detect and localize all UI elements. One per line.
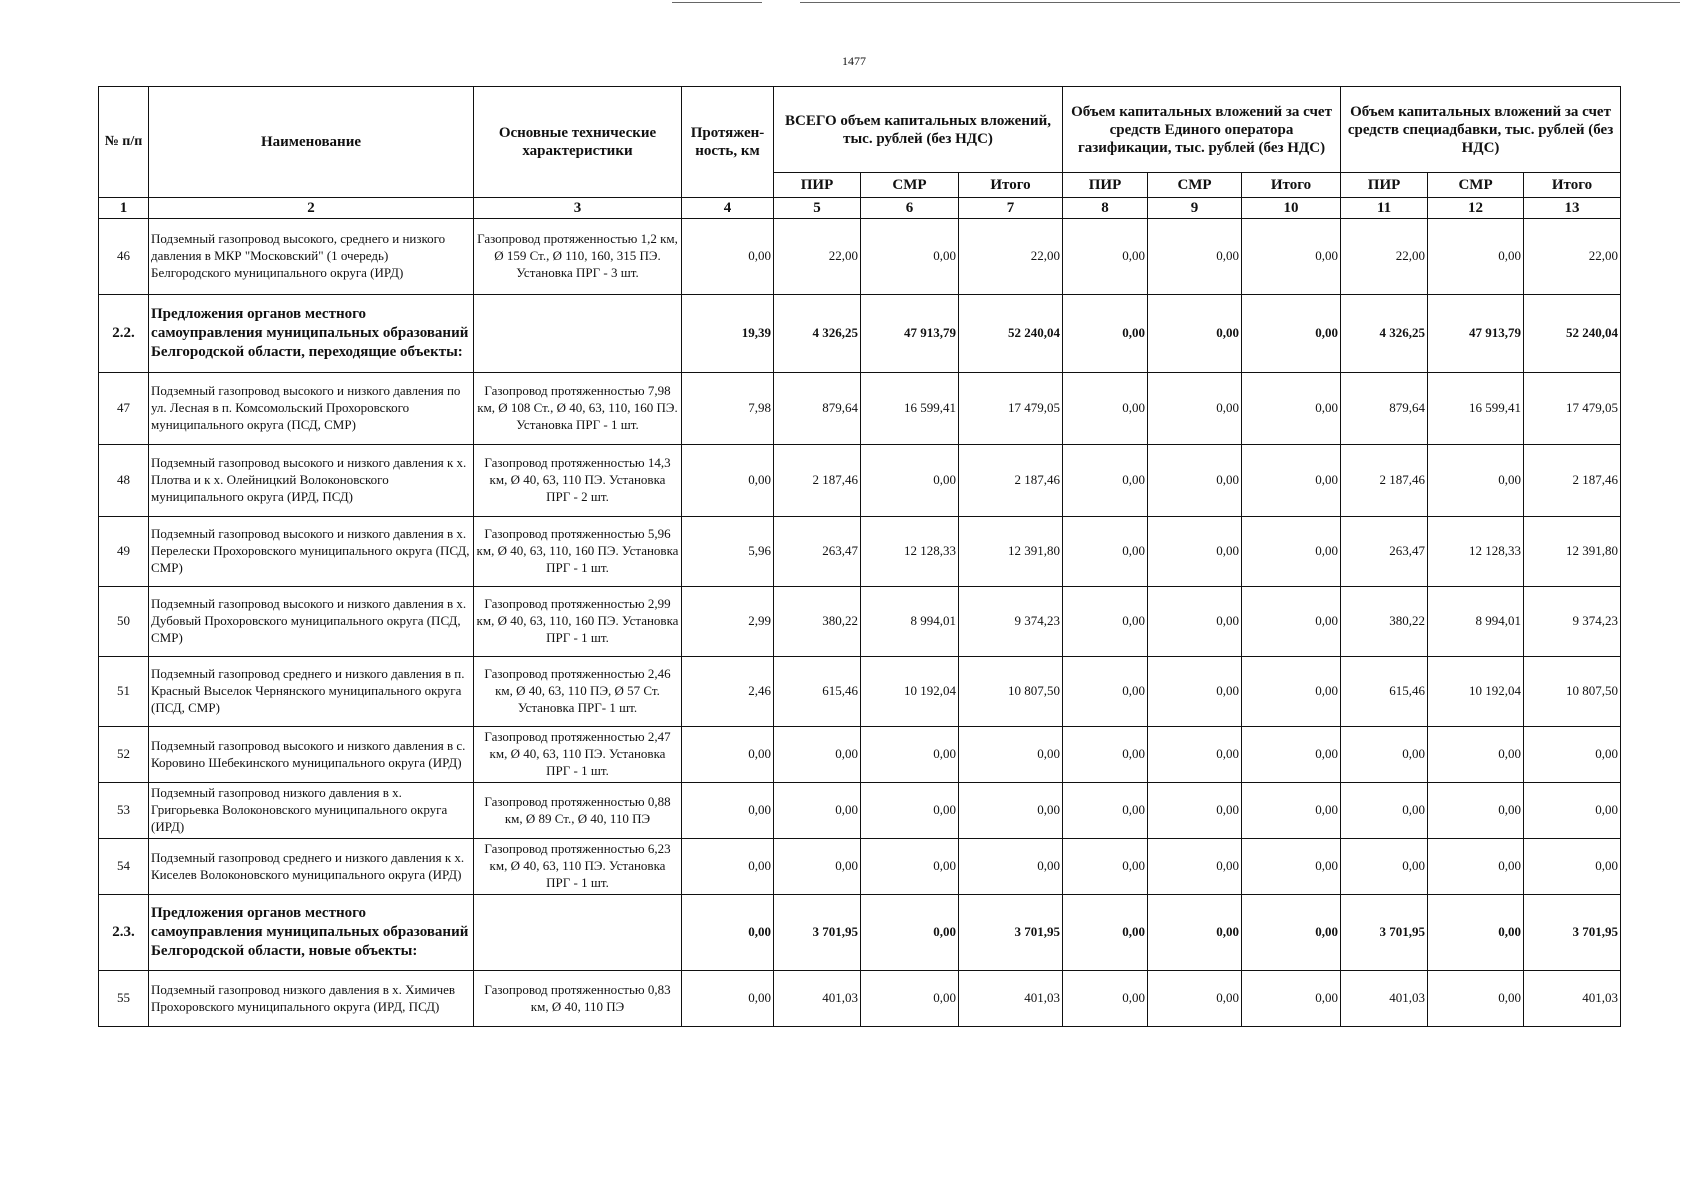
column-number: 12	[1428, 198, 1524, 219]
row-value-cell: 0,00	[959, 783, 1063, 839]
column-number: 11	[1341, 198, 1428, 219]
row-tech-cell: Газопровод протяженностью 7,98 км, Ø 108 Ст., Ø 40, 63, 110, 160 ПЭ. Установка ПРГ - 1 шт.	[474, 373, 682, 445]
row-value-cell: 47 913,79	[861, 295, 959, 373]
header-total-group: ВСЕГО объем капитальных вложений, тыс. рублей (без НДС)	[774, 87, 1063, 173]
header-operator-group: Объем капитальных вложений за счет средств Единого оператора газификации, тыс. рублей (без НДС)	[1063, 87, 1341, 173]
subheader-pir: ПИР	[774, 173, 861, 198]
row-tech-cell: Газопровод протяженностью 2,99 км, Ø 40, 63, 110, 160 ПЭ. Установка ПРГ - 1 шт.	[474, 587, 682, 657]
row-value-cell: 3 701,95	[959, 895, 1063, 971]
row-value-cell: 0,00	[1341, 727, 1428, 783]
row-number-cell: 52	[99, 727, 149, 783]
row-value-cell: 5,96	[682, 517, 774, 587]
row-value-cell: 0,00	[1063, 727, 1148, 783]
row-value-cell: 0,00	[1428, 219, 1524, 295]
row-value-cell: 0,00	[1148, 971, 1242, 1027]
row-value-cell: 0,00	[1428, 895, 1524, 971]
row-name-cell: Подземный газопровод среднего и низкого давления в п. Красный Выселок Чернянского муниципального округа (ПСД, СМР)	[149, 657, 474, 727]
row-number-cell: 54	[99, 839, 149, 895]
table-row	[99, 219, 1621, 295]
subheader-total: Итого	[1524, 173, 1621, 198]
row-value-cell: 380,22	[1341, 587, 1428, 657]
row-number-cell: 2.3.	[99, 895, 149, 971]
row-value-cell: 0,00	[1148, 839, 1242, 895]
row-value-cell: 0,00	[1148, 657, 1242, 727]
row-value-cell: 0,00	[1242, 219, 1341, 295]
row-value-cell: 16 599,41	[861, 373, 959, 445]
row-value-cell: 0,00	[861, 895, 959, 971]
row-value-cell: 0,00	[1063, 839, 1148, 895]
row-value-cell: 22,00	[1341, 219, 1428, 295]
header-length: Протяжен-ность, км	[682, 87, 774, 198]
row-value-cell: 0,00	[1242, 517, 1341, 587]
row-value-cell: 2,99	[682, 587, 774, 657]
row-value-cell: 0,00	[1428, 783, 1524, 839]
row-number-cell: 50	[99, 587, 149, 657]
row-value-cell: 7,98	[682, 373, 774, 445]
row-name-cell: Подземный газопровод высокого и низкого давления по ул. Лесная в п. Комсомольский Прохоровского муниципального округа (ПСД, СМР)	[149, 373, 474, 445]
table-row	[99, 657, 1621, 727]
row-value-cell: 0,00	[1428, 727, 1524, 783]
row-value-cell: 0,00	[1063, 373, 1148, 445]
table-row	[99, 445, 1621, 517]
row-value-cell: 0,00	[682, 895, 774, 971]
row-value-cell: 9 374,23	[1524, 587, 1621, 657]
row-value-cell: 0,00	[1148, 895, 1242, 971]
row-name-cell: Подземный газопровод высокого, среднего и низкого давления в МКР "Московский" (1 очередь) Белгородского муниципального округа (ИРД)	[149, 219, 474, 295]
row-number-cell: 48	[99, 445, 149, 517]
column-number: 9	[1148, 198, 1242, 219]
row-value-cell: 0,00	[1524, 727, 1621, 783]
column-number: 6	[861, 198, 959, 219]
row-value-cell: 0,00	[1148, 587, 1242, 657]
row-value-cell: 0,00	[1242, 373, 1341, 445]
row-value-cell: 615,46	[1341, 657, 1428, 727]
header-num: № п/п	[99, 87, 149, 198]
row-number-cell: 55	[99, 971, 149, 1027]
table-row	[99, 727, 1621, 783]
row-value-cell: 2,46	[682, 657, 774, 727]
subheader-pir: ПИР	[1063, 173, 1148, 198]
row-value-cell: 0,00	[959, 727, 1063, 783]
row-value-cell: 0,00	[1524, 839, 1621, 895]
header-row	[99, 87, 1621, 173]
row-value-cell: 0,00	[1428, 971, 1524, 1027]
row-value-cell: 0,00	[861, 783, 959, 839]
investment-table	[98, 86, 1621, 1027]
row-tech-cell	[474, 295, 682, 373]
row-name-cell: Предложения органов местного самоуправления муниципальных образований Белгородской области, переходящие объекты:	[149, 295, 474, 373]
row-value-cell: 10 807,50	[1524, 657, 1621, 727]
row-value-cell: 0,00	[861, 971, 959, 1027]
row-value-cell: 0,00	[1242, 971, 1341, 1027]
row-value-cell: 47 913,79	[1428, 295, 1524, 373]
row-value-cell: 3 701,95	[774, 895, 861, 971]
row-value-cell: 0,00	[1148, 295, 1242, 373]
row-name-cell: Подземный газопровод низкого давления в х. Григорьевка Волоконовского муниципального округа (ИРД)	[149, 783, 474, 839]
header-name: Наименование	[149, 87, 474, 198]
row-tech-cell: Газопровод протяженностью 1,2 км, Ø 159 Ст., Ø 110, 160, 315 ПЭ. Установка ПРГ - 3 шт.	[474, 219, 682, 295]
row-value-cell: 0,00	[1063, 587, 1148, 657]
row-value-cell: 0,00	[1242, 657, 1341, 727]
table-row	[99, 373, 1621, 445]
row-value-cell: 0,00	[682, 219, 774, 295]
row-value-cell: 0,00	[682, 445, 774, 517]
row-value-cell: 401,03	[1524, 971, 1621, 1027]
row-value-cell: 0,00	[1242, 295, 1341, 373]
row-name-cell: Подземный газопровод высокого и низкого давления в х. Перелески Прохоровского муниципального округа (ПСД, СМР)	[149, 517, 474, 587]
row-tech-cell: Газопровод протяженностью 0,88 км, Ø 89 Ст., Ø 40, 110 ПЭ	[474, 783, 682, 839]
row-number-cell: 53	[99, 783, 149, 839]
row-name-cell: Подземный газопровод низкого давления в х. Химичев Прохоровского муниципального округа (ИРД, ПСД)	[149, 971, 474, 1027]
row-value-cell: 0,00	[774, 839, 861, 895]
row-tech-cell: Газопровод протяженностью 6,23 км, Ø 40, 63, 110 ПЭ. Установка ПРГ - 1 шт.	[474, 839, 682, 895]
row-name-cell: Подземный газопровод высокого и низкого давления к х. Плотва и к х. Олейницкий Волоконовского муниципального округа (ИРД, ПСД)	[149, 445, 474, 517]
row-value-cell: 12 128,33	[861, 517, 959, 587]
column-number: 3	[474, 198, 682, 219]
row-value-cell: 0,00	[1341, 839, 1428, 895]
row-value-cell: 0,00	[1063, 895, 1148, 971]
row-value-cell: 401,03	[1341, 971, 1428, 1027]
column-number: 4	[682, 198, 774, 219]
row-value-cell: 401,03	[959, 971, 1063, 1027]
table-row	[99, 587, 1621, 657]
row-value-cell: 17 479,05	[959, 373, 1063, 445]
row-value-cell: 16 599,41	[1428, 373, 1524, 445]
row-value-cell: 263,47	[1341, 517, 1428, 587]
row-value-cell: 4 326,25	[1341, 295, 1428, 373]
header-tech: Основные технические характеристики	[474, 87, 682, 198]
row-value-cell: 4 326,25	[774, 295, 861, 373]
row-value-cell: 2 187,46	[774, 445, 861, 517]
row-value-cell: 0,00	[774, 727, 861, 783]
row-value-cell: 0,00	[1063, 295, 1148, 373]
row-value-cell: 0,00	[1148, 219, 1242, 295]
row-value-cell: 0,00	[861, 445, 959, 517]
column-number: 7	[959, 198, 1063, 219]
row-name-cell: Подземный газопровод высокого и низкого давления в с. Коровино Шебекинского муниципального округа (ИРД)	[149, 727, 474, 783]
row-number-cell: 46	[99, 219, 149, 295]
row-number-cell: 2.2.	[99, 295, 149, 373]
row-value-cell: 10 807,50	[959, 657, 1063, 727]
row-value-cell: 401,03	[774, 971, 861, 1027]
row-value-cell: 12 391,80	[959, 517, 1063, 587]
row-value-cell: 0,00	[1524, 783, 1621, 839]
row-tech-cell: Газопровод протяженностью 5,96 км, Ø 40, 63, 110, 160 ПЭ. Установка ПРГ - 1 шт.	[474, 517, 682, 587]
row-value-cell: 2 187,46	[1524, 445, 1621, 517]
row-tech-cell: Газопровод протяженностью 2,47 км, Ø 40, 63, 110 ПЭ. Установка ПРГ - 1 шт.	[474, 727, 682, 783]
row-value-cell: 0,00	[1242, 895, 1341, 971]
row-value-cell: 0,00	[1148, 727, 1242, 783]
row-value-cell: 22,00	[1524, 219, 1621, 295]
section-row	[99, 295, 1621, 373]
row-value-cell: 879,64	[1341, 373, 1428, 445]
column-number-row	[99, 198, 1621, 219]
subheader-total: Итого	[1242, 173, 1341, 198]
row-value-cell: 0,00	[682, 727, 774, 783]
row-value-cell: 52 240,04	[959, 295, 1063, 373]
row-value-cell: 2 187,46	[1341, 445, 1428, 517]
table-row	[99, 783, 1621, 839]
row-value-cell: 52 240,04	[1524, 295, 1621, 373]
row-value-cell: 0,00	[1242, 445, 1341, 517]
row-value-cell: 0,00	[959, 839, 1063, 895]
row-value-cell: 0,00	[1063, 219, 1148, 295]
row-value-cell: 0,00	[1063, 445, 1148, 517]
row-value-cell: 10 192,04	[861, 657, 959, 727]
row-value-cell: 0,00	[682, 783, 774, 839]
row-tech-cell: Газопровод протяженностью 0,83 км, Ø 40, 110 ПЭ	[474, 971, 682, 1027]
row-value-cell: 0,00	[1341, 783, 1428, 839]
row-value-cell: 0,00	[682, 839, 774, 895]
subheader-total: Итого	[959, 173, 1063, 198]
row-tech-cell: Газопровод протяженностью 14,3 км, Ø 40, 63, 110 ПЭ. Установка ПРГ - 2 шт.	[474, 445, 682, 517]
row-value-cell: 2 187,46	[959, 445, 1063, 517]
row-value-cell: 380,22	[774, 587, 861, 657]
subheader-smr: СМР	[1428, 173, 1524, 198]
row-value-cell: 0,00	[861, 839, 959, 895]
row-value-cell: 0,00	[1148, 517, 1242, 587]
row-value-cell: 0,00	[1242, 587, 1341, 657]
table-body	[99, 219, 1621, 1027]
row-value-cell: 19,39	[682, 295, 774, 373]
column-number: 13	[1524, 198, 1621, 219]
row-value-cell: 0,00	[861, 219, 959, 295]
row-value-cell: 0,00	[1242, 783, 1341, 839]
row-number-cell: 47	[99, 373, 149, 445]
row-value-cell: 263,47	[774, 517, 861, 587]
row-number-cell: 49	[99, 517, 149, 587]
row-value-cell: 22,00	[959, 219, 1063, 295]
row-value-cell: 22,00	[774, 219, 861, 295]
page-number: 1477	[842, 54, 866, 68]
row-value-cell: 0,00	[1242, 839, 1341, 895]
row-value-cell: 0,00	[1063, 783, 1148, 839]
column-number: 10	[1242, 198, 1341, 219]
table-row	[99, 839, 1621, 895]
row-value-cell: 0,00	[1428, 445, 1524, 517]
row-value-cell: 0,00	[1242, 727, 1341, 783]
row-number-cell: 51	[99, 657, 149, 727]
row-tech-cell	[474, 895, 682, 971]
row-value-cell: 12 128,33	[1428, 517, 1524, 587]
row-value-cell: 8 994,01	[861, 587, 959, 657]
row-value-cell: 17 479,05	[1524, 373, 1621, 445]
row-value-cell: 0,00	[682, 971, 774, 1027]
row-value-cell: 615,46	[774, 657, 861, 727]
column-number: 8	[1063, 198, 1148, 219]
top-rule	[800, 2, 1680, 3]
row-value-cell: 10 192,04	[1428, 657, 1524, 727]
row-value-cell: 3 701,95	[1341, 895, 1428, 971]
header-special-group: Объем капитальных вложений за счет средств специадбавки, тыс. рублей (без НДС)	[1341, 87, 1621, 173]
section-row	[99, 895, 1621, 971]
row-value-cell: 0,00	[774, 783, 861, 839]
column-number: 5	[774, 198, 861, 219]
row-value-cell: 0,00	[1148, 783, 1242, 839]
subheader-smr: СМР	[861, 173, 959, 198]
row-value-cell: 0,00	[1148, 445, 1242, 517]
column-number: 2	[149, 198, 474, 219]
row-name-cell: Подземный газопровод среднего и низкого давления к х. Киселев Волоконовского муниципального округа (ИРД)	[149, 839, 474, 895]
subheader-smr: СМР	[1148, 173, 1242, 198]
row-value-cell: 0,00	[1063, 971, 1148, 1027]
table-row	[99, 517, 1621, 587]
row-value-cell: 0,00	[1428, 839, 1524, 895]
row-value-cell: 0,00	[1063, 517, 1148, 587]
row-value-cell: 3 701,95	[1524, 895, 1621, 971]
row-value-cell: 8 994,01	[1428, 587, 1524, 657]
row-value-cell: 0,00	[861, 727, 959, 783]
row-value-cell: 0,00	[1063, 657, 1148, 727]
row-value-cell: 0,00	[1148, 373, 1242, 445]
row-value-cell: 879,64	[774, 373, 861, 445]
row-name-cell: Предложения органов местного самоуправления муниципальных образований Белгородской области, новые объекты:	[149, 895, 474, 971]
subheader-pir: ПИР	[1341, 173, 1428, 198]
row-name-cell: Подземный газопровод высокого и низкого давления в х. Дубовый Прохоровского муниципального округа (ПСД, СМР)	[149, 587, 474, 657]
top-rule	[672, 2, 762, 3]
row-tech-cell: Газопровод протяженностью 2,46 км, Ø 40, 63, 110 ПЭ, Ø 57 Ст. Установка ПРГ- 1 шт.	[474, 657, 682, 727]
row-value-cell: 9 374,23	[959, 587, 1063, 657]
column-number: 1	[99, 198, 149, 219]
table-row	[99, 971, 1621, 1027]
row-value-cell: 12 391,80	[1524, 517, 1621, 587]
